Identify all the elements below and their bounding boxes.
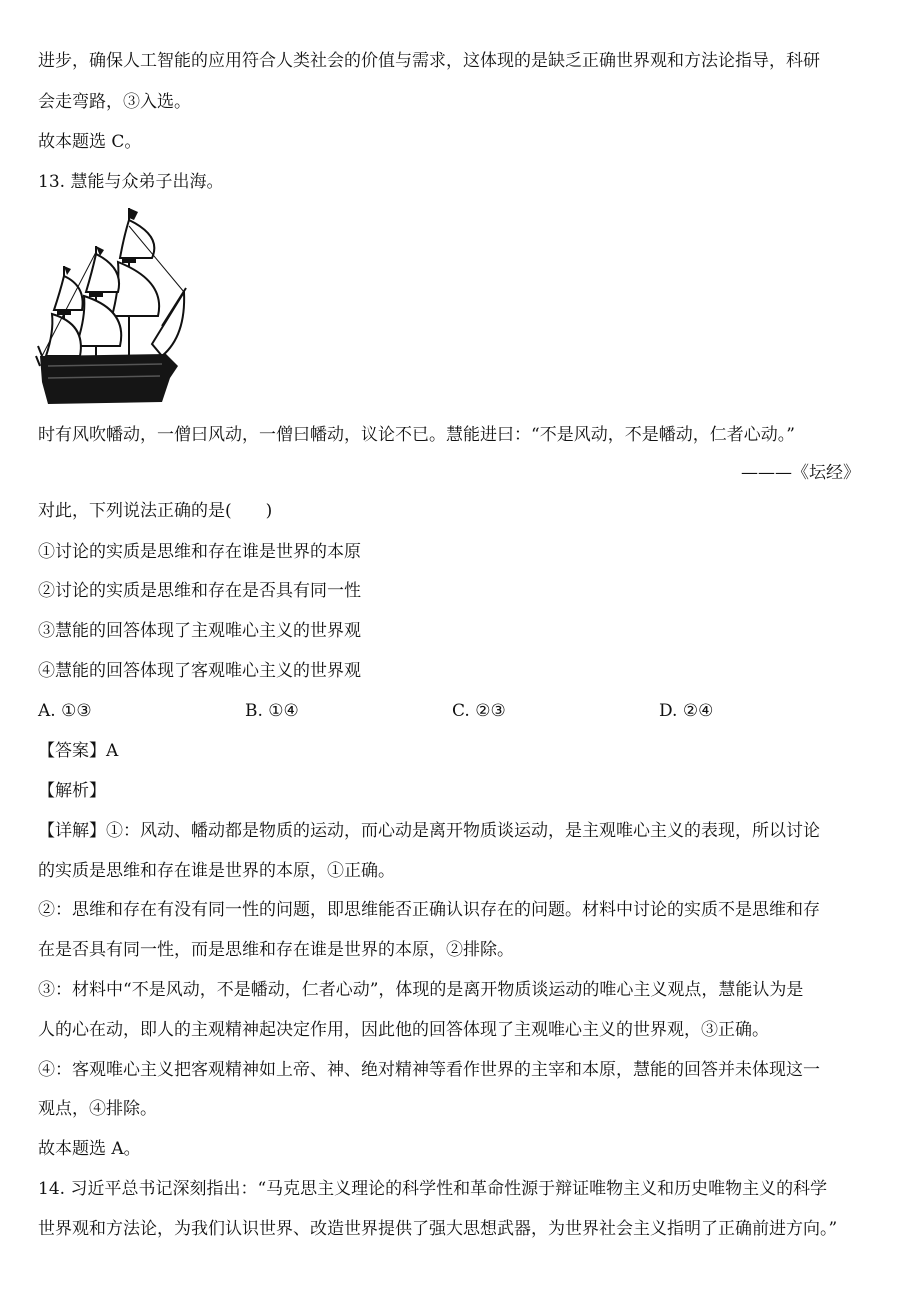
statement-3: ③慧能的回答体现了主观唯心主义的世界观 <box>38 621 361 641</box>
detail-line-1: 【详解】①：风动、幡动都是物质的运动，而心动是离开物质谈运动，是主观唯心主义的表现，所以讨论 <box>38 821 820 841</box>
sailing-ship-illustration <box>34 206 192 406</box>
question-14-line-1: 14. 习近平总书记深刻指出：“马克思主义理论的科学性和革命性源于辩证唯物主义和历史唯物主义的科学 <box>38 1179 828 1199</box>
intro-line-2: 会走弯路，③入选。 <box>38 92 191 112</box>
detail-line-3: ②：思维和存在有没有同一性的问题，即思维能否正确认识存在的问题。材料中讨论的实质不是思维和存 <box>38 900 820 920</box>
detail-line-6: 人的心在动，即人的主观精神起决定作用，因此他的回答体现了主观唯心主义的世界观，③正确。 <box>38 1020 769 1040</box>
quote-source: ———《坛经》 <box>741 463 860 483</box>
statement-2: ②讨论的实质是思维和存在是否具有同一性 <box>38 581 361 601</box>
detail-line-4: 在是否具有同一性，而是思维和存在谁是世界的本原，②排除。 <box>38 940 514 960</box>
question-13-stem: 对此，下列说法正确的是( ) <box>38 501 273 521</box>
question-13-quote: 时有风吹幡动，一僧曰风动，一僧曰幡动，议论不已。慧能进曰：“不是风动，不是幡动，仁者心动。” <box>38 425 795 445</box>
detail-line-7: ④：客观唯心主义把客观精神如上帝、神、绝对精神等看作世界的主宰和本原，慧能的回答并未体现这一 <box>38 1060 820 1080</box>
question-14-line-2: 世界观和方法论，为我们认识世界、改造世界提供了强大思想武器，为世界社会主义指明了正确前进方向。” <box>38 1219 838 1239</box>
statement-1: ①讨论的实质是思维和存在谁是世界的本原 <box>38 542 361 562</box>
statement-4: ④慧能的回答体现了客观唯心主义的世界观 <box>38 661 361 681</box>
option-a: A. ①③ <box>38 701 92 721</box>
analysis-label: 【解析】 <box>38 781 106 801</box>
option-d: D. ②④ <box>659 701 714 721</box>
detail-line-2: 的实质是思维和存在谁是世界的本原，①正确。 <box>38 861 395 881</box>
option-c: C. ②③ <box>452 701 506 721</box>
question-13-conclusion: 故本题选 A。 <box>38 1139 141 1159</box>
detail-line-5: ③：材料中“不是风动，不是幡动，仁者心动”，体现的是离开物质谈运动的唯心主义观点，慧能认为是 <box>38 980 804 1000</box>
answer: 【答案】A <box>38 741 119 761</box>
question-13-title: 13. 慧能与众弟子出海。 <box>38 172 224 192</box>
detail-line-8: 观点，④排除。 <box>38 1099 157 1119</box>
intro-conclusion: 故本题选 C。 <box>38 132 142 152</box>
intro-line-1: 进步，确保人工智能的应用符合人类社会的价值与需求，这体现的是缺乏正确世界观和方法论指导，科研 <box>38 51 820 71</box>
option-b: B. ①④ <box>245 701 299 721</box>
